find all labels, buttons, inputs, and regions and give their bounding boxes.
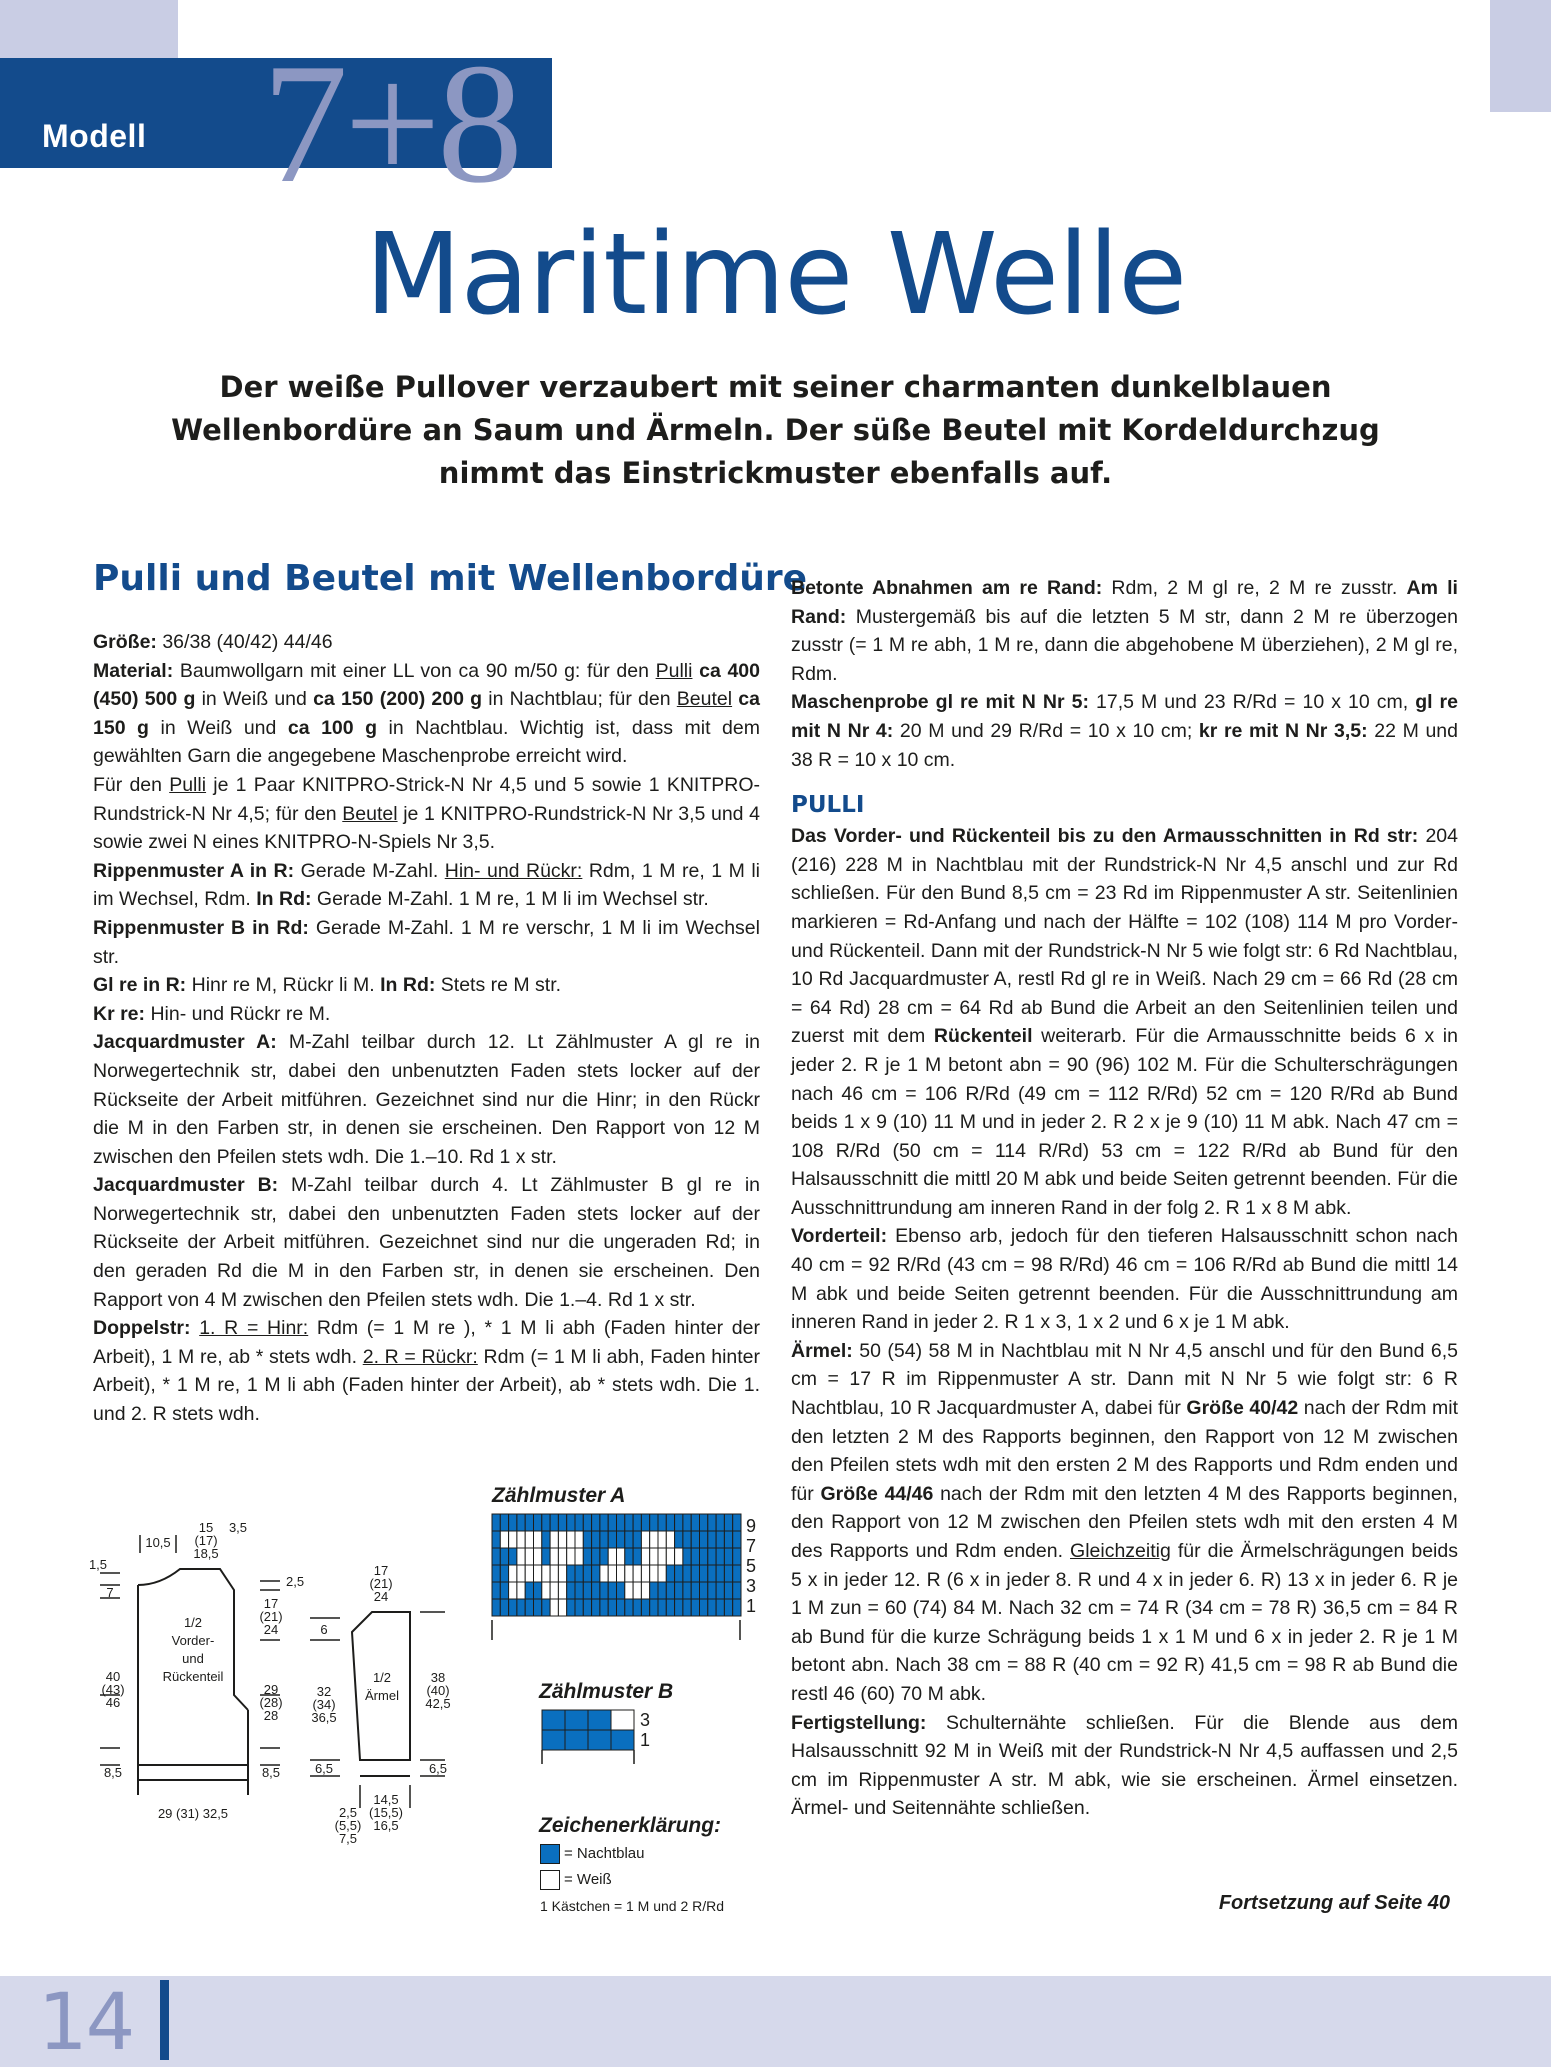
chart-cell — [658, 1565, 666, 1582]
chart-cell — [600, 1599, 608, 1616]
chart-cell — [583, 1531, 591, 1548]
chart-cell — [567, 1514, 575, 1531]
dim-label: 6,5 — [428, 1761, 448, 1776]
chart-cell — [733, 1565, 741, 1582]
chart-cell — [700, 1548, 708, 1565]
chart-cell — [641, 1548, 649, 1565]
dim-label: 6 — [320, 1622, 328, 1637]
chart-cell — [641, 1531, 649, 1548]
chart-cell — [500, 1582, 508, 1599]
chart-row-label: 9 — [746, 1516, 757, 1536]
chart-cell — [567, 1565, 575, 1582]
chart-cell — [724, 1565, 732, 1582]
chart-cell — [675, 1599, 683, 1616]
chart-cell — [691, 1514, 699, 1531]
chart-cell — [724, 1548, 732, 1565]
chart-cell — [492, 1565, 500, 1582]
chart-cell — [625, 1582, 633, 1599]
chart-cell — [700, 1599, 708, 1616]
dim-label: 7 — [106, 1585, 114, 1600]
chart-cell — [492, 1514, 500, 1531]
legend-white-text: = Weiß — [564, 1870, 612, 1888]
chart-cell — [500, 1531, 508, 1548]
chart-cell — [550, 1582, 558, 1599]
chart-cell — [509, 1531, 517, 1548]
chart-cell — [567, 1531, 575, 1548]
dim-label: 10,5 — [145, 1535, 171, 1550]
front-paragraph: Vorderteil: Ebenso arb, jedoch für den tieferen Halsausschnitt schon nach 40 cm = 92 R/Rd (43 cm = 98 R/Rd) 46 cm = 106 R/Rd ab Bund die mittl 14 M abk und beide Seiten getrennt beenden. Für die Ausschnittrundung am inneren Rand in jeder 2. R 1 x 3, 1 x 2 und 6 x je 1 M abk. — [791, 1225, 1458, 1334]
rib-pattern-a: Rippenmuster A in R: Gerade M-Zahl. Hin- und Rückr: Rdm, 1 M re, 1 M li im Wechsel, Rdm. In Rd: Gerade M-Zahl. 1 M re, 1 M li im Wechsel str. — [93, 859, 760, 911]
chart-cell — [525, 1599, 533, 1616]
chart-cell — [675, 1548, 683, 1565]
chart-cell — [588, 1710, 611, 1730]
dim-label: 38 — [430, 1670, 446, 1685]
chart-cell — [525, 1565, 533, 1582]
chart-cell — [558, 1514, 566, 1531]
chart-cell — [733, 1582, 741, 1599]
chart-cell — [565, 1730, 588, 1750]
chart-cell — [708, 1531, 716, 1548]
chart-cell — [575, 1565, 583, 1582]
model-number: 7+8 — [262, 29, 520, 219]
chart-cell — [517, 1514, 525, 1531]
jacquard-b-paragraph: Jacquardmuster B: M-Zahl teilbar durch 4. Lt Zählmuster B gl re in Norwegertechnik str, dabei den unbenutzten Faden stets locker auf der Rückseite der Arbeit mitführen. Gezeichnet sind nur die ungeraden Rd; in den geraden Rd die M in den Farben str, in denen sie erscheinen. Den Rapport von 4 M zwischen den Pfeilen stets wdh. Die 1.–4. Rd 1 x str. — [93, 1174, 760, 1311]
stockinette-paragraph: Gl re in R: Hinr re M, Rückr li M. In Rd: Stets re M str. — [93, 974, 562, 997]
chart-cell — [633, 1582, 641, 1599]
chart-cell — [558, 1582, 566, 1599]
chart-cell — [708, 1582, 716, 1599]
chart-cell — [625, 1565, 633, 1582]
legend-blue-text: = Nachtblau — [564, 1844, 645, 1862]
chart-cell — [650, 1548, 658, 1565]
chart-row-label: 5 — [746, 1556, 757, 1576]
chart-cell — [583, 1548, 591, 1565]
chart-cell — [708, 1599, 716, 1616]
chart-row-label: 1 — [746, 1596, 757, 1616]
chart-cell — [492, 1582, 500, 1599]
dim-label: (40) — [426, 1683, 450, 1698]
chart-cell — [608, 1599, 616, 1616]
chart-cell — [558, 1548, 566, 1565]
chart-cell — [550, 1514, 558, 1531]
white-swatch — [540, 1870, 560, 1890]
dim-label: 36,5 — [311, 1710, 337, 1725]
chart-cell — [567, 1599, 575, 1616]
chart-cell — [608, 1548, 616, 1565]
chart-cell — [509, 1565, 517, 1582]
blue-swatch — [540, 1844, 560, 1864]
chart-cell — [550, 1548, 558, 1565]
model-label: Modell — [42, 118, 147, 154]
chart-cell — [492, 1599, 500, 1616]
chart-cell — [658, 1548, 666, 1565]
chart-cell — [583, 1599, 591, 1616]
dim-label: (34) — [312, 1697, 336, 1712]
chart-cell — [650, 1565, 658, 1582]
body-schematic — [80, 1515, 320, 1845]
chart-cell — [509, 1599, 517, 1616]
chart-cell — [592, 1599, 600, 1616]
right-column — [791, 574, 1458, 1823]
page-number: 14 — [38, 1978, 134, 2068]
chart-cell — [724, 1514, 732, 1531]
chart-cell — [575, 1514, 583, 1531]
dim-label: 2,5 — [338, 1805, 358, 1820]
chart-cell — [658, 1582, 666, 1599]
chart-cell — [525, 1548, 533, 1565]
chart-cell — [691, 1599, 699, 1616]
body-label-1: 1/2 — [183, 1615, 203, 1630]
dim-label: 14,5 — [373, 1792, 399, 1807]
dim-label: 15 — [198, 1520, 214, 1535]
chart-cell — [534, 1582, 542, 1599]
chart-cell — [683, 1531, 691, 1548]
chart-cell — [567, 1548, 575, 1565]
chart-cell — [666, 1599, 674, 1616]
chart-cell — [492, 1548, 500, 1565]
chart-cell — [558, 1565, 566, 1582]
dim-label: (21) — [259, 1609, 283, 1624]
chart-cell — [625, 1548, 633, 1565]
dim-label: 8,5 — [103, 1765, 123, 1780]
chart-cell — [683, 1514, 691, 1531]
chart-cell — [542, 1531, 550, 1548]
legend-blue — [540, 1844, 644, 1864]
chart-cell — [716, 1531, 724, 1548]
chart-cell — [666, 1531, 674, 1548]
chart-cell — [724, 1599, 732, 1616]
chart-cell — [617, 1565, 625, 1582]
chart-cell — [716, 1599, 724, 1616]
chart-cell — [565, 1710, 588, 1730]
dim-label: 17 — [263, 1596, 279, 1611]
chart-cell — [500, 1548, 508, 1565]
legend-note: 1 Kästchen = 1 M und 2 R/Rd — [540, 1898, 725, 1914]
chart-cell — [675, 1531, 683, 1548]
chart-cell — [592, 1548, 600, 1565]
chart-cell — [575, 1599, 583, 1616]
chart-cell — [666, 1582, 674, 1599]
sleeve-outline — [352, 1612, 410, 1760]
chart-cell — [608, 1565, 616, 1582]
dim-label: 6,5 — [314, 1761, 334, 1776]
chart-cell — [691, 1565, 699, 1582]
chart-cell — [542, 1548, 550, 1565]
chart-cell — [608, 1514, 616, 1531]
chart-cell — [600, 1514, 608, 1531]
chart-cell — [534, 1565, 542, 1582]
chart-cell — [575, 1531, 583, 1548]
chart-cell — [608, 1582, 616, 1599]
chart-cell — [700, 1514, 708, 1531]
chart-b-title: Zählmuster B — [539, 1680, 674, 1703]
chart-cell — [691, 1531, 699, 1548]
chart-cell — [542, 1730, 565, 1750]
jacquard-a-paragraph: Jacquardmuster A: M-Zahl teilbar durch 12. Lt Zählmuster A gl re in Norwegertechnik str, dabei den unbenutzten Faden stets locker auf der Rückseite der Arbeit mitführen. Gezeichnet sind nur die Hinr; in den Rückr die M in den Farben str, in denen sie erscheinen. Den Rapport von 12 M zwischen den Pfeilen stets wdh. Die 1.–10. Rd 1 x str. — [93, 1031, 761, 1168]
chart-cell — [517, 1531, 525, 1548]
section-heading: Pulli und Beutel mit Wellenbordüre — [93, 558, 808, 599]
chart-cell — [625, 1514, 633, 1531]
body-outline — [138, 1569, 248, 1765]
dim-label: 24 — [263, 1622, 279, 1637]
chart-cell — [700, 1531, 708, 1548]
chart-cell — [583, 1514, 591, 1531]
chart-cell — [588, 1730, 611, 1750]
chart-cell — [592, 1531, 600, 1548]
dim-label: 17 — [373, 1563, 389, 1578]
dim-label: 46 — [105, 1695, 121, 1710]
dim-label: 28 — [263, 1708, 279, 1723]
chart-cell — [650, 1514, 658, 1531]
left-column — [93, 628, 760, 1429]
dim-label: (28) — [259, 1695, 283, 1710]
chart-cell — [517, 1582, 525, 1599]
dim-label: 29 (31) 32,5 — [157, 1806, 229, 1821]
chart-cell — [700, 1582, 708, 1599]
chart-cell — [500, 1514, 508, 1531]
chart-cell — [500, 1565, 508, 1582]
chart-cell — [708, 1514, 716, 1531]
chart-cell — [509, 1582, 517, 1599]
chart-cell — [666, 1548, 674, 1565]
chart-cell — [716, 1548, 724, 1565]
chart-cell — [534, 1548, 542, 1565]
dim-label: 18,5 — [193, 1546, 219, 1561]
dim-label: 40 — [105, 1669, 121, 1684]
chart-row-label: 1 — [640, 1730, 650, 1750]
chart-cell — [716, 1565, 724, 1582]
double-knit-paragraph: Doppelstr: 1. R = Hinr: Rdm (= 1 M re ), * 1 M li abh (Faden hinter der Arbeit), 1 M re, ab * stets wdh. 2. R = Rückr: Rdm (= 1 M li abh, Faden hinter Arbeit), * 1 M re, 1 M li abh (Faden hinter der Arbeit), ab * stets wdh. Die 1. und 2. R stets wdh. — [93, 1317, 761, 1426]
chart-row-label: 7 — [746, 1536, 757, 1556]
chart-cell — [525, 1531, 533, 1548]
chart-cell — [611, 1710, 634, 1730]
chart-cell — [724, 1531, 732, 1548]
rib-pattern-b: Rippenmuster B in Rd: Gerade M-Zahl. 1 M re verschr, 1 M li im Wechsel str. — [93, 916, 760, 968]
sleeve-paragraph: Ärmel: 50 (54) 58 M in Nachtblau mit N Nr 4,5 anschl und für den Bund 6,5 cm = 17 R im Rippenmuster A str. Dann mit N Nr 5 wie folgt str: 6 R Nachtblau, 10 R Jacquardmuster A, dabei für Größe 40/42 nach der Rdm mit den letzten 2 M des Rapports beginnen, den Rapport von 12 M zwischen den Pfeilen stets wdh mit den ersten 2 M des Rapports und Rdm enden und für Größe 44/46 nach der Rdm mit den letzten 4 M des Rapports beginnen, den Rapport von 12 M zwischen den Pfeilen stets wdh mit den ersten 4 M des Rapports und Rdm enden. Gleichzeitig für die Ärmelschrägungen beids 5 x in jeder 12. R (6 x in jeder 8. R und 4 x in jeder 6. R) 13 x in jeder 6. R je 1 M zun = 60 (74) 84 M. Nach 32 cm = 74 R (34 cm = 78 R) 36,5 cm = 84 R ab Bund für die kurze Schrägung beids 1 x 1 M und 6 x in jeder 2. R je 1 M betont abn. Nach 38 cm = 88 R (40 cm = 92 R) 41,5 cm = 98 R ab Bund die restl 46 (60) 70 M abk. — [791, 1339, 1458, 1705]
chart-cell — [509, 1548, 517, 1565]
chart-cell — [724, 1582, 732, 1599]
chart-cell — [708, 1548, 716, 1565]
chart-cell — [683, 1565, 691, 1582]
chart-cell — [633, 1514, 641, 1531]
chart-cell — [666, 1514, 674, 1531]
legend-title: Zeichenerklärung: — [539, 1814, 722, 1837]
sleeve-schematic — [300, 1560, 470, 1860]
chart-cell — [525, 1514, 533, 1531]
chart-cell — [641, 1514, 649, 1531]
chart-cell — [733, 1599, 741, 1616]
chart-cell — [683, 1599, 691, 1616]
chart-cell — [534, 1531, 542, 1548]
chart-cell — [575, 1548, 583, 1565]
chart-cell — [633, 1599, 641, 1616]
chart-a-grid — [490, 1512, 760, 1642]
chart-cell — [583, 1582, 591, 1599]
body-paragraph: Das Vorder- und Rückenteil bis zu den Armausschnitten in Rd str: 204 (216) 228 M in Nachtblau mit der Rundstrick-N Nr 4,5 anschl und zur Rd schließen. Für den Bund 8,5 cm = 23 Rd im Rippenmuster A str. Seitenlinien markieren = Rd-Anfang und nach der Hälfte = 102 (108) 114 M pro Vorder- und Rückenteil. Dann mit der Rundstrick-N Nr 5 wie folgt str: 6 Rd Nachtblau, 10 Rd Jacquardmuster A, restl Rd gl re in Weiß. Nach 29 cm = 66 Rd (28 cm = 64 Rd) 28 cm = 64 Rd ab Bund die Arbeit an den Seitenlinien teilen und zuerst mit dem Rückenteil weiterarb. Für die Armausschnitte beids 6 x in jeder 2. R je 1 M betont abn = 90 (96) 102 M. Für die Schulterschrägungen nach 46 cm = 106 R/Rd (49 cm = 112 R/Rd) 52 cm = 120 R/Rd ab Bund beids 1 x 9 (10) 11 M und in jeder 2. R 2 x je 9 (10) 11 M abk. Nach 47 cm = 108 R/Rd (50 cm = 114 R/Rd) 53 cm = 122 R/Rd ab Bund für den Halsausschnitt die mittl 20 M abk und beide Seiten getrennt beenden. Für die Ausschnittrundung am inneren Rand in der folg 2. R 1 x 8 M abk. — [791, 825, 1458, 1219]
chart-cell — [633, 1531, 641, 1548]
chart-cell — [542, 1710, 565, 1730]
dim-label: 32 — [316, 1684, 332, 1699]
dim-label: (15,5) — [369, 1805, 403, 1820]
header-accent-bar-right — [1490, 0, 1551, 112]
page-subtitle: Der weiße Pullover verzaubert mit seiner charmanten dunkelblauen Wellenbordüre an Saum und Ärmeln. Der süße Beutel mit Kordeldurchzug nimmt das Einstrickmuster ebenfalls auf. — [171, 370, 1380, 490]
chart-a-title: Zählmuster A — [492, 1484, 626, 1507]
chart-cell — [633, 1565, 641, 1582]
chart-cell — [666, 1565, 674, 1582]
chart-cell — [733, 1514, 741, 1531]
chart-cell — [641, 1599, 649, 1616]
chart-b-grid — [540, 1708, 650, 1768]
chart-cell — [625, 1531, 633, 1548]
chart-cell — [691, 1548, 699, 1565]
dim-label: 1,5 — [88, 1557, 108, 1572]
chart-cell — [592, 1514, 600, 1531]
chart-cell — [534, 1514, 542, 1531]
chart-cell — [683, 1548, 691, 1565]
chart-cell — [658, 1531, 666, 1548]
chart-cell — [617, 1531, 625, 1548]
chart-cell — [683, 1582, 691, 1599]
dim-label: 42,5 — [425, 1696, 451, 1711]
dim-label: 8,5 — [261, 1765, 281, 1780]
chart-cell — [617, 1599, 625, 1616]
chart-cell — [534, 1599, 542, 1616]
body-label-2: Vorder- — [171, 1633, 215, 1648]
chart-cell — [675, 1514, 683, 1531]
chart-cell — [542, 1582, 550, 1599]
chart-cell — [608, 1531, 616, 1548]
material-paragraph: Material: Baumwollgarn mit einer LL von ca 90 m/50 g: für den Pulli ca 400 (450) 500 g in Weiß und ca 150 (200) 200 g in Nachtblau; für den Beutel ca 150 g in Weiß und ca 100 g in Nachtblau. Wichtig ist, dass mit dem gewählten Garn die angegebene Maschenprobe erreicht wird. — [93, 659, 760, 768]
chart-cell — [611, 1730, 634, 1750]
chart-cell — [517, 1548, 525, 1565]
decrease-paragraph: Betonte Abnahmen am re Rand: Rdm, 2 M gl re, 2 M re zusstr. Am li Rand: Mustergemäß bis auf die letzten 5 M str, dann 2 M re überzogen zusstr (= 1 M re abh, 1 M re, dann die abgehobene M überziehen), 2 M gl re, Rdm. — [791, 577, 1458, 685]
size-paragraph: Größe: 36/38 (40/42) 44/46 — [93, 631, 333, 653]
chart-cell — [550, 1531, 558, 1548]
dim-label: 2,5 — [286, 1574, 305, 1589]
chart-cell — [500, 1599, 508, 1616]
dim-label: 7,5 — [338, 1831, 358, 1846]
chart-cell — [641, 1582, 649, 1599]
chart-cell — [575, 1582, 583, 1599]
dim-label: (5,5) — [334, 1818, 362, 1833]
page-title: Maritime Welle — [364, 210, 1187, 340]
chart-cell — [558, 1531, 566, 1548]
chart-cell — [567, 1582, 575, 1599]
chart-cell — [641, 1565, 649, 1582]
finishing-paragraph: Fertigstellung: Schulternähte schließen. Für die Blende aus dem Halsausschnitt 92 M in Weiß mit der Rundstrick-N Nr 4,5 auffassen und 2,5 cm im Rippenmuster A str. M abk, wie sie erscheinen. Ärmel einsetzen. Ärmel- und Seitennähte schließen. — [791, 1711, 1458, 1820]
footer-band — [0, 1976, 1551, 2067]
header-accent-bar-left — [0, 0, 178, 58]
chart-cell — [691, 1582, 699, 1599]
dim-label: 24 — [373, 1589, 389, 1604]
chart-cell — [708, 1565, 716, 1582]
chart-cell — [600, 1548, 608, 1565]
chart-cell — [550, 1565, 558, 1582]
chart-cell — [542, 1599, 550, 1616]
dim-label: (21) — [369, 1576, 393, 1591]
chart-cell — [517, 1599, 525, 1616]
sleeve-label-2: Ärmel — [365, 1688, 399, 1703]
body-label-3: und — [182, 1651, 204, 1666]
chart-cell — [658, 1514, 666, 1531]
chart-cell — [658, 1599, 666, 1616]
chart-cell — [617, 1548, 625, 1565]
chart-cell — [650, 1582, 658, 1599]
legend-white — [540, 1870, 612, 1890]
dim-label: (17) — [194, 1533, 218, 1548]
chart-row-label: 3 — [746, 1576, 757, 1596]
chart-cell — [633, 1548, 641, 1565]
continuation-note: Fortsetzung auf Seite 40 — [1218, 1892, 1450, 1914]
chart-cell — [492, 1531, 500, 1548]
chart-cell — [525, 1582, 533, 1599]
chart-cell — [550, 1599, 558, 1616]
chart-cell — [517, 1565, 525, 1582]
chart-cell — [733, 1531, 741, 1548]
sleeve-label-1: 1/2 — [372, 1670, 392, 1685]
dim-label: 3,5 — [228, 1520, 248, 1535]
chart-cell — [509, 1514, 517, 1531]
chart-cell — [650, 1599, 658, 1616]
chart-cell — [617, 1582, 625, 1599]
chart-cell — [592, 1565, 600, 1582]
needles-paragraph: Für den Pulli je 1 Paar KNITPRO-Strick-N Nr 4,5 und 5 sowie 1 KNITPRO-Rundstrick-N Nr 4,5; für den Beutel je 1 KNITPRO-Rundstrick-N Nr 3,5 und 4 sowie zwei N eines KNITPRO-N-Spiels Nr 3,5. — [93, 773, 760, 854]
chart-cell — [600, 1582, 608, 1599]
chart-cell — [558, 1599, 566, 1616]
pulli-heading: PULLI — [791, 792, 865, 819]
chart-cell — [625, 1599, 633, 1616]
chart-cell — [542, 1514, 550, 1531]
dim-label: (43) — [101, 1682, 125, 1697]
gauge-paragraph: Maschenprobe gl re mit N Nr 5: 17,5 M und 23 R/Rd = 10 x 10 cm, gl re mit N Nr 4: 20 M und 29 R/Rd = 10 x 10 cm; kr re mit N Nr 3,5: 22 M und 38 R = 10 x 10 cm. — [791, 691, 1458, 771]
chart-row-label: 3 — [640, 1710, 650, 1730]
chart-cell — [542, 1565, 550, 1582]
body-label-4: Rückenteil — [162, 1669, 224, 1684]
chart-cell — [592, 1582, 600, 1599]
chart-cell — [675, 1582, 683, 1599]
chart-cell — [650, 1531, 658, 1548]
chart-cell — [716, 1514, 724, 1531]
page-number-bar — [160, 1980, 169, 2060]
chart-cell — [600, 1531, 608, 1548]
chart-cell — [617, 1514, 625, 1531]
chart-cell — [583, 1565, 591, 1582]
dim-label: 29 — [263, 1682, 279, 1697]
chart-cell — [600, 1565, 608, 1582]
dim-label: 16,5 — [373, 1818, 399, 1833]
chart-cell — [675, 1565, 683, 1582]
chart-cell — [716, 1582, 724, 1599]
chart-cell — [733, 1548, 741, 1565]
chart-cell — [700, 1565, 708, 1582]
garter-paragraph: Kr re: Hin- und Rückr re M. — [93, 1002, 331, 1025]
